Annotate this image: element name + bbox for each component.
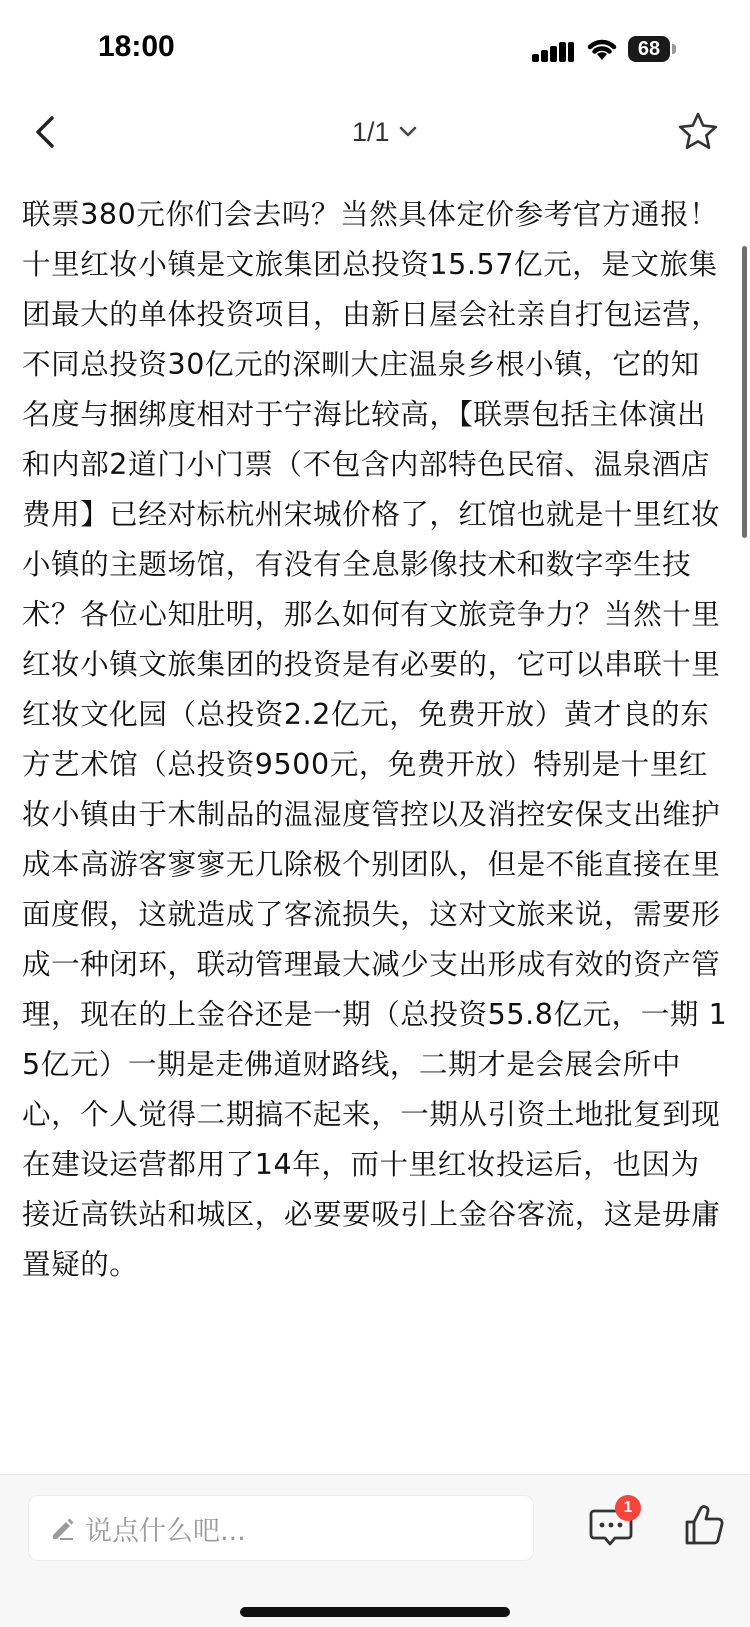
- battery-icon: [628, 36, 670, 62]
- comment-count-badge: 1: [615, 1495, 641, 1521]
- pencil-icon: [49, 1515, 75, 1541]
- back-arrow-icon[interactable]: [26, 112, 66, 152]
- star-icon[interactable]: [676, 110, 720, 154]
- battery-level: 68: [637, 37, 661, 60]
- thumbs-up-icon[interactable]: [684, 1503, 724, 1547]
- page-indicator-label: 1/1: [352, 116, 390, 147]
- battery-cap: [672, 44, 676, 54]
- nav-bar: [0, 100, 750, 180]
- wifi-icon: [584, 34, 620, 62]
- article-body: 联票380元你们会去吗？当然具体定价参考官方通报！十里红妆小镇是文旅集团总投资15.57亿元，是文旅集团最大的单体投资项目，由新日屋会社亲自打包运营，不同总投资30亿元的深甽大庄温泉乡根小镇，它的知名度与捆绑度相对于宁海比较高，【联票包括主体演出和内部2道门小门票（不包含内部特色民宿、温泉酒店费用】已经对标杭州宋城价格了，红馆也就是十里红妆小镇的主题场馆，有没有全息影像技术和数字孪生技术？各位心知肚明，那么如何有文旅竞争力？当然十里红妆小镇文旅集团的投资是有必要的，它可以串联十里红妆文化园（总投资2.2亿元，免费开放）黄才良的东方艺术馆（总投资9500元，免费开放）特别是十里红妆小镇由于木制品的温湿度管控以及消控安保支出维护成本高游客寥寥无几除极个别团队，但是不能直接在里面度假，这就造成了客流损失，这对文旅来说，需要形成一种闭环，联动管理最大减少支出形成有效的资产管理，现在的上金谷还是一期（总投资55.8亿元，一期 15亿元）一期是走佛道财路线，二期才是会展会所中心，个人觉得二期搞不起来，一期从引资土地批复到现在建设运营都用了14年，而十里红妆投运后，也因为接近高铁站和城区，必要要吸引上金谷客流，这是毋庸置疑的。: [22, 198, 728, 1281]
- comment-placeholder: 说点什么吧...: [85, 1515, 246, 1547]
- page-indicator[interactable]: [352, 112, 420, 152]
- scrollbar[interactable]: [742, 246, 747, 538]
- status-time: 18:00: [98, 30, 175, 63]
- bottom-bar: [0, 1474, 750, 1627]
- comment-input[interactable]: [28, 1495, 534, 1561]
- home-indicator[interactable]: [240, 1607, 510, 1617]
- signal-icon: [532, 40, 574, 62]
- chevron-down-icon: [396, 120, 420, 144]
- status-bar: [0, 0, 750, 100]
